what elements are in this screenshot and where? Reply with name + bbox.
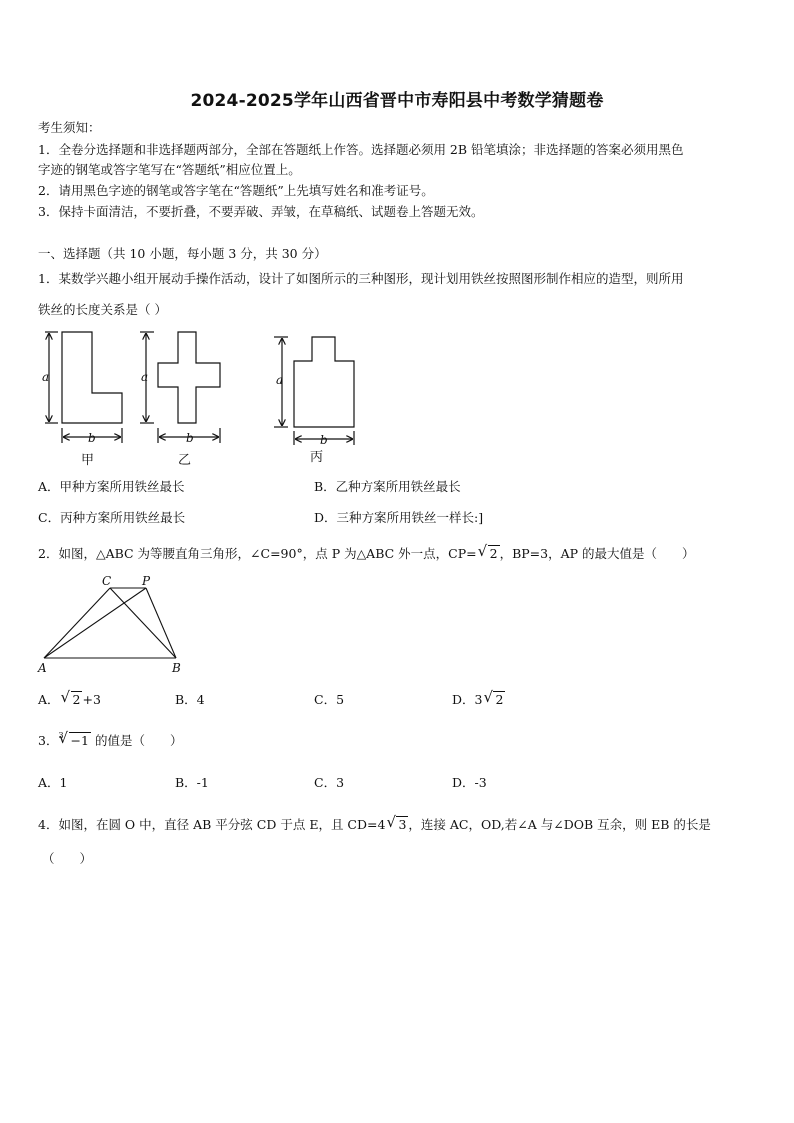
q2-option-b: B．4 <box>175 692 205 707</box>
label-yi: 乙 <box>178 453 192 468</box>
page-title: 2024-2025学年山西省晋中市寿阳县中考数学猜题卷 <box>190 91 604 111</box>
q1-stem-line2: 铁丝的长度关系是（ ） <box>38 302 167 317</box>
q1-option-b: B．乙种方案所用铁丝最长 <box>314 479 461 494</box>
q1-option-d: D．三种方案所用铁丝一样长:] <box>314 510 484 525</box>
shape-jia <box>62 332 122 423</box>
label-b: b <box>320 433 328 447</box>
q2-figure <box>36 572 188 678</box>
q2-option-c: C．5 <box>314 692 345 707</box>
notice-item: 1．全卷分选择题和非选择题两部分，全部在答题纸上作答。选择题必须用 2B 铅笔填涂；非选择题的答案必须用黑色 <box>38 142 684 157</box>
q1-stem-line1: 1．某数学兴趣小组开展动手操作活动，设计了如图所示的三种图形，现计划用铁丝按照图形制作相应的造型，则所用 <box>38 271 684 286</box>
label-a: a <box>42 370 50 384</box>
shape-bing <box>294 337 354 427</box>
label-a: a <box>276 373 284 387</box>
notice-item: 2．请用黑色字迹的钢笔或答字笔在“答题纸”上先填写姓名和准考证号。 <box>38 183 434 198</box>
q1-option-a: A．甲种方案所用铁丝最长 <box>38 479 185 494</box>
label-jia: 甲 <box>81 453 95 468</box>
sqrt-symbol: √ 2 <box>479 544 500 564</box>
point-label-a: A <box>38 661 47 675</box>
q2-option-d: D．3√ 2 <box>452 690 505 710</box>
q2-option-a: A．√ 2 +3 <box>38 690 101 710</box>
point-label-c: C <box>102 574 112 588</box>
label-b: b <box>88 431 96 445</box>
sqrt-symbol: √ 3 <box>387 815 408 835</box>
q2-stem: 2．如图，△ABC 为等腰直角三角形，∠C=90°，点 P 为△ABC 外一点，CP=√ 2 ，BP=3，AP 的最大值是（ ） <box>38 544 695 564</box>
label-b: b <box>186 431 194 445</box>
q3-option-d: D．-3 <box>452 775 487 790</box>
q3-option-c: C．3 <box>314 775 345 790</box>
q4-stem-line2: （ ） <box>42 851 93 866</box>
point-label-p: P <box>142 574 151 588</box>
q3-stem: 3．$^3$√ −1 的值是（ ） <box>38 731 182 753</box>
q1-option-c: C．丙种方案所用铁丝最长 <box>38 510 186 525</box>
label-a: a <box>141 370 149 384</box>
q3-option-a: A．1 <box>38 775 68 790</box>
q1-figures <box>30 325 370 470</box>
notice-item: 3．保持卡面清洁，不要折叠，不要弄破、弄皱，在草稿纸、试题卷上答题无效。 <box>38 204 484 219</box>
notice-heading: 考生须知： <box>38 120 101 135</box>
sqrt-symbol: √ 2 <box>484 690 505 710</box>
q3-option-b: B．-1 <box>175 775 209 790</box>
point-label-b: B <box>172 661 181 675</box>
shape-yi <box>158 332 220 423</box>
cube-root-symbol: √ −1 <box>60 731 91 751</box>
notice-item: 字迹的钢笔或答字笔写在“答题纸”相应位置上。 <box>38 162 301 177</box>
q4-stem: 4．如图，在圆 O 中，直径 AB 平分弦 CD 于点 E，且 CD=4√ 3 ，连接 AC，OD,若∠A 与∠DOB 互余，则 EB 的长是 <box>38 815 711 835</box>
sqrt-symbol: √ 2 <box>62 690 83 710</box>
section-heading: 一、选择题（共 10 小题，每小题 3 分，共 30 分） <box>38 246 327 261</box>
label-bing: 丙 <box>310 450 324 465</box>
